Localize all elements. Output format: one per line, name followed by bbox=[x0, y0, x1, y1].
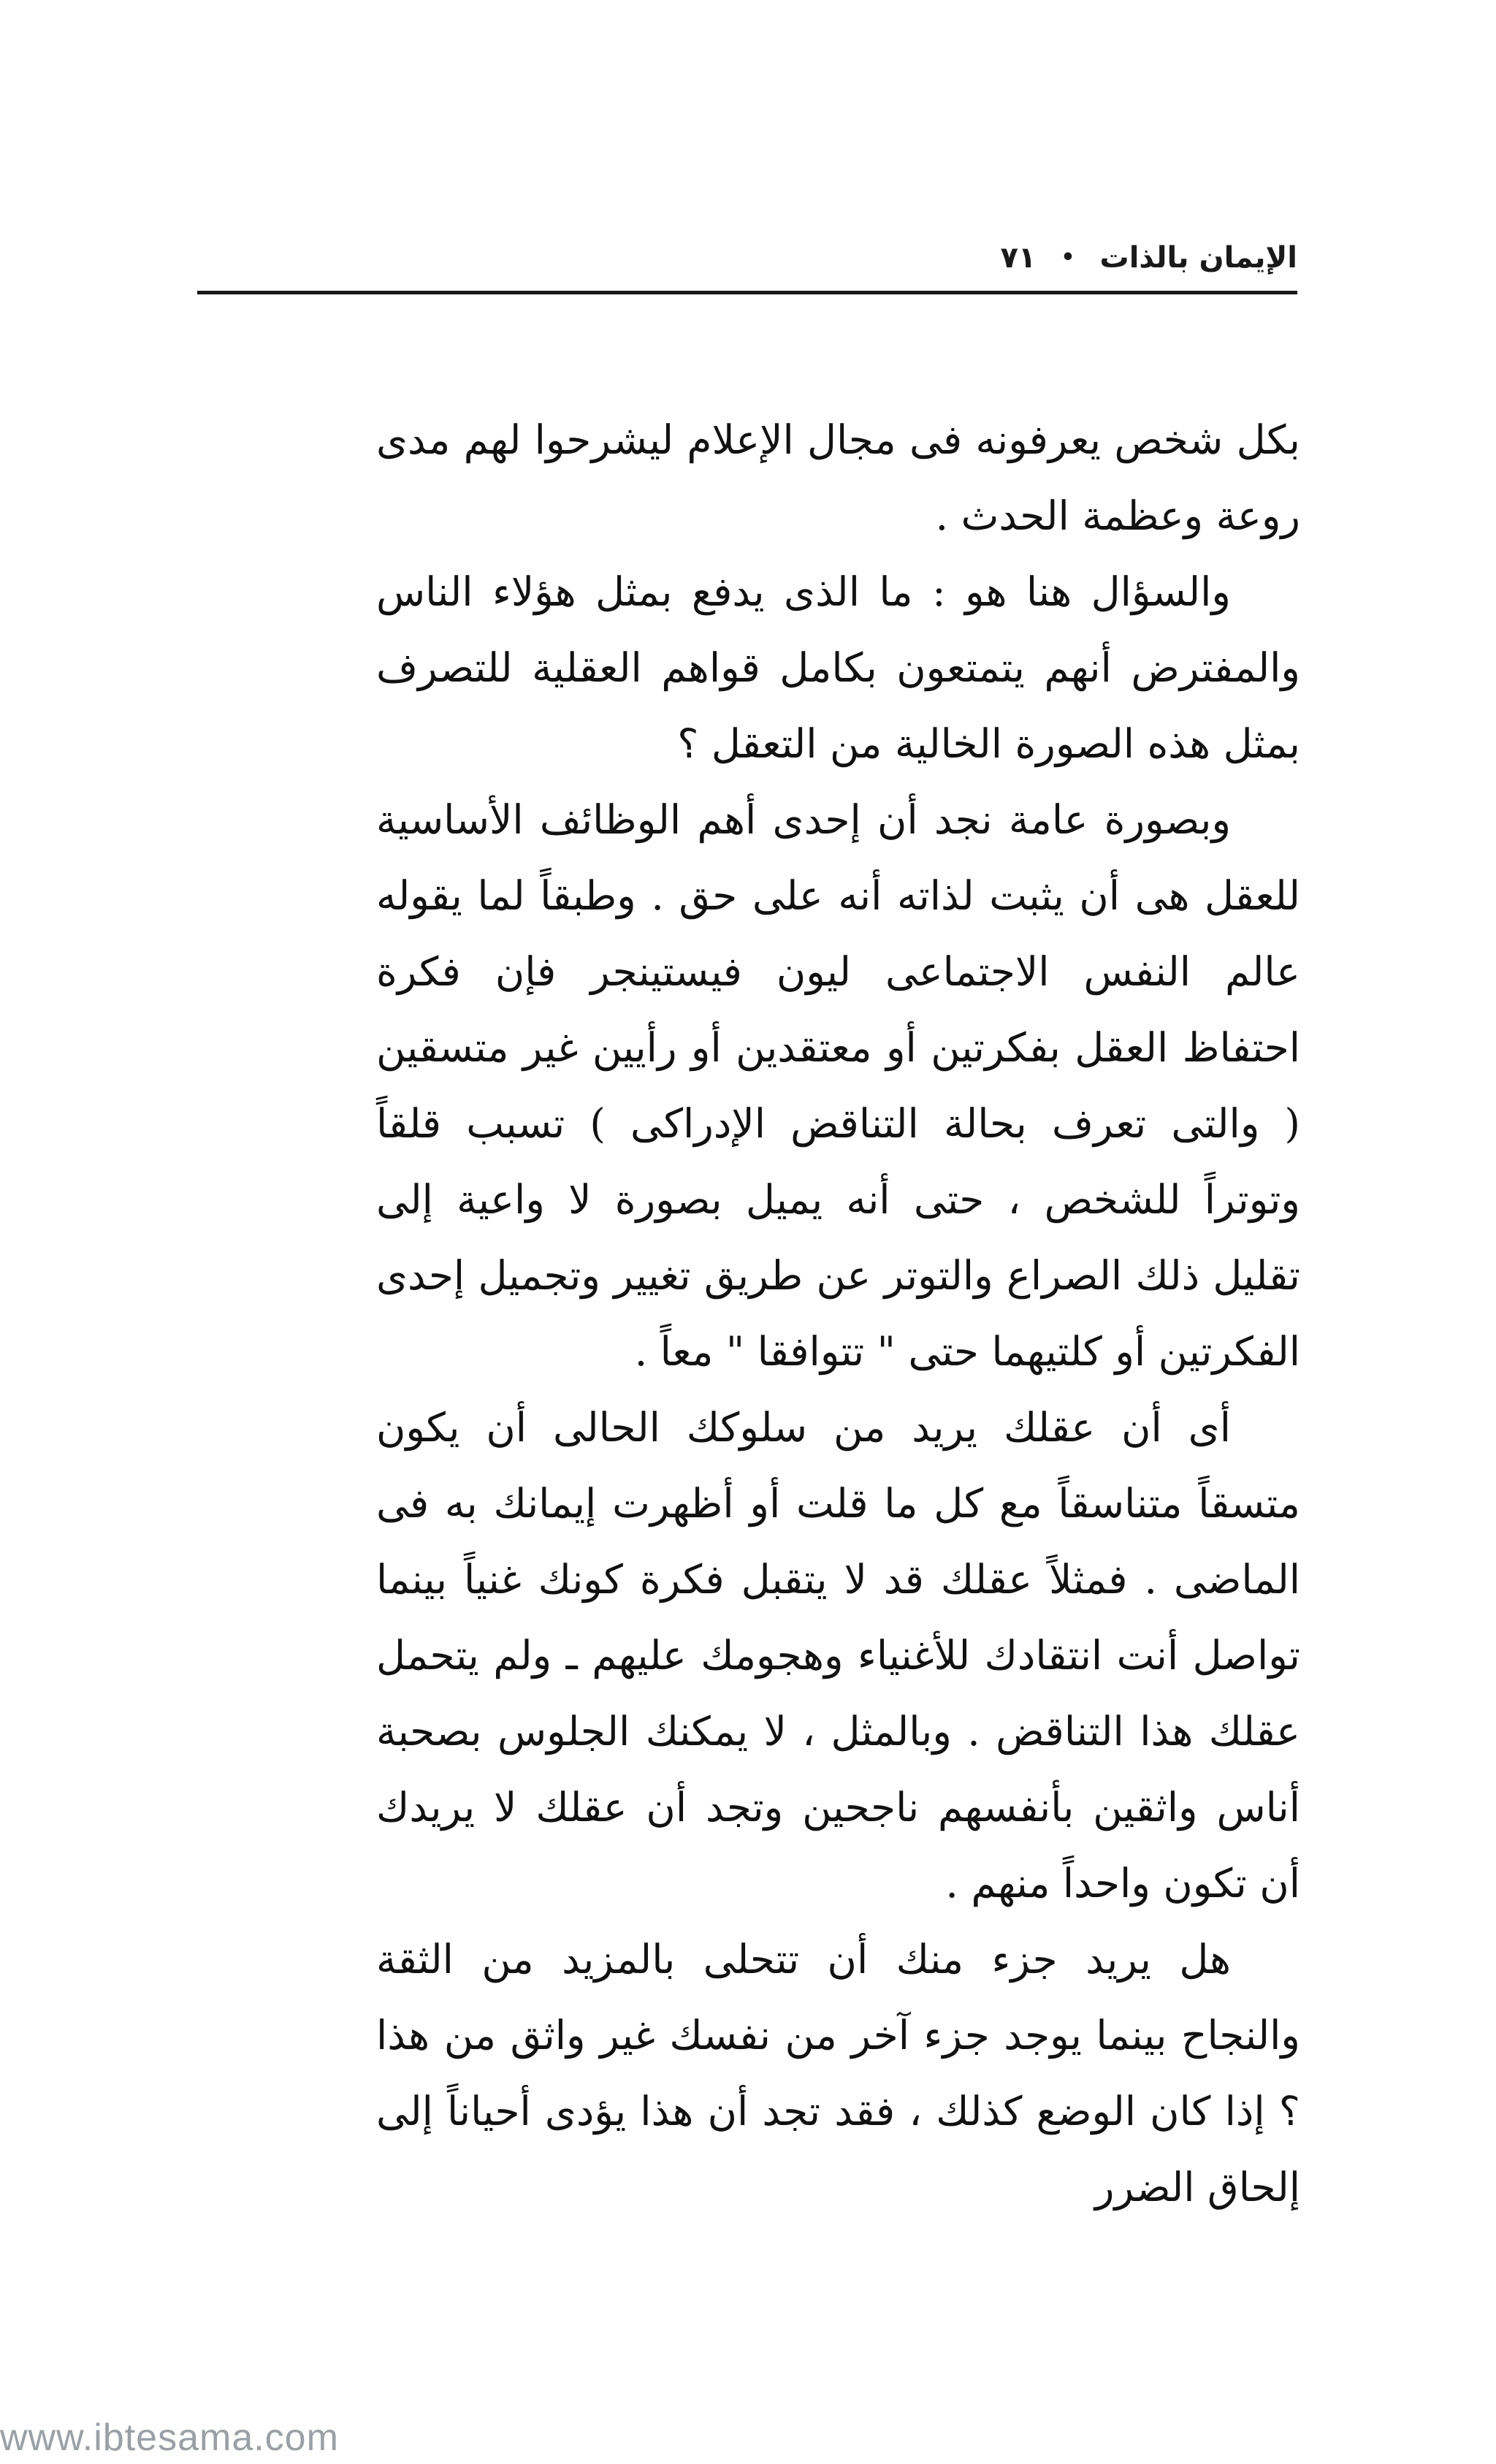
body-text bbox=[376, 402, 1300, 2225]
paragraph-4: أى أن عقلك يريد من سلوكك الحالى أن يكون متسقاً متناسقاً مع كل ما قلت أو أظهرت إيمانك به فى الماضى . فمثلاً عقلك قد لا يتقبل فكرة كونك غنياً بينما تواصل أنت انتقادك للأغنياء وهجومك عليهم ـ ولم يتحمل عقلك هذا التناقض . وبالمثل ، لا يمكنك الجلوس بصحبة أناس واثقين بأنفسهم ناجحين وتجد أن عقلك لا يريدك أن تكون واحداً منهم . bbox=[376, 1404, 1300, 1907]
watermark-url: www.ibtesama.com bbox=[0, 2417, 339, 2459]
page-number: ٧١ bbox=[1000, 241, 1037, 275]
running-header-title: الإيمان بالذات bbox=[1099, 241, 1297, 275]
running-header bbox=[197, 232, 1297, 283]
paragraph-1: بكل شخص يعرفونه فى مجال الإعلام ليشرحوا لهم مدى روعة وعظمة الحدث . bbox=[376, 416, 1300, 539]
header-rule bbox=[197, 291, 1297, 294]
paragraph-3: وبصورة عامة نجد أن إحدى أهم الوظائف الأساسية للعقل هى أن يثبت لذاته أنه على حق . وطبقاً لما يقوله عالم النفس الاجتماعى ليون فيستينجر فإن فكرة احتفاظ العقل بفكرتين أو معتقدين أو رأيين غير متسقين ( والتى تعرف بحالة التناقض الإدراكى ) تسبب قلقاً وتوتراً للشخص ، حتى أنه يميل بصورة لا واعية إلى تقليل ذلك الصراع والتوتر عن طريق تغيير وتجميل إحدى الفكرتين أو كلتيهما حتى " تتوافقا " معاً . bbox=[376, 796, 1300, 1375]
paragraph-2: والسؤال هنا هو : ما الذى يدفع بمثل هؤلاء الناس والمفترض أنهم يتمتعون بكامل قواهم العقلية للتصرف بمثل هذه الصورة الخالية من التعقل ؟ bbox=[376, 568, 1300, 767]
header-bullet: • bbox=[1061, 245, 1075, 270]
paragraph-5: هل يريد جزء منك أن تتحلى بالمزيد من الثقة والنجاح بينما يوجد جزء آخر من نفسك غير واثق من هذا ؟ إذا كان الوضع كذلك ، فقد تجد أن هذا يؤدى أحياناً إلى إلحاق الضرر bbox=[376, 1936, 1300, 2211]
